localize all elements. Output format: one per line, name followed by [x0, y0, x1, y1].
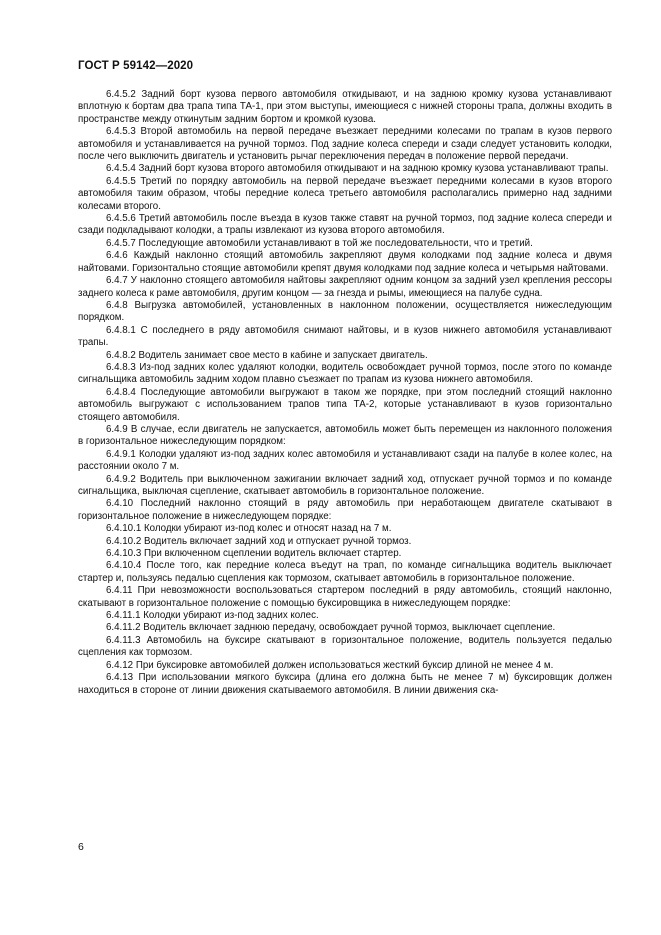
- paragraph-6-4-5-4: 6.4.5.4 Задний борт кузова второго автомобиля откидывают и на заднюю кромку кузова устанавливают трапы.: [106, 163, 609, 175]
- page-number: 6: [78, 841, 84, 853]
- paragraph-6-4-8-4: 6.4.8.4 Последующие автомобили выгружают в таком же порядке, при этом последний стоящий наклонно автомобиль выгружают с использованием трапов типа ТА-2, которые устанавливают в кузов горизонтально стоящего автомобиля.: [78, 386, 612, 423]
- paragraph-6-4-11-1: 6.4.11.1 Колодки убирают из-под задних колес.: [106, 610, 319, 622]
- paragraph-6-4-10-2: 6.4.10.2 Водитель включает задний ход и отпускает ручной тормоз.: [106, 535, 412, 547]
- paragraph-6-4-10-4: 6.4.10.4 После того, как передние колеса въедут на трап, по команде сигнальщика водитель выключает стартер и, пользуясь педалью сцепления как тормозом, скатывает автомобиль в горизонтальное положение.: [78, 560, 612, 584]
- paragraph-6-4-9-2: 6.4.9.2 Водитель при выключенном зажигании включает задний ход, отпускает ручной тормоз и по команде сигнальщика, выключая сцепление, скатывает автомобиль в горизонтальное положение.: [78, 473, 612, 497]
- paragraph-6-4-5-6: 6.4.5.6 Третий автомобиль после въезда в кузов также ставят на ручной тормоз, под задние колеса спереди и сзади подкладывают колодки, а трапы извлекают из кузова второго автомобиля.: [78, 213, 612, 237]
- paragraph-6-4-12: 6.4.12 При буксировке автомобилей должен использоваться жесткий буксир длиной не менее 4 м.: [106, 659, 554, 671]
- paragraph-6-4-11-2: 6.4.11.2 Водитель включает заднюю передачу, освобождает ручной тормоз, выключает сцепление.: [106, 622, 556, 634]
- paragraph-6-4-11: 6.4.11 При невозможности воспользоваться стартером последний в ряду автомобиль, стоящий наклонно, скатывают в горизонтальное положение с помощью буксировщика в нижеследующем порядке:: [78, 585, 612, 609]
- paragraph-6-4-10: 6.4.10 Последний наклонно стоящий в ряду автомобиль при неработающем двигателе скатывают в горизонтальное положение в нижеследующем порядке:: [78, 498, 612, 522]
- document-body: [78, 89, 612, 697]
- document-header: ГОСТ Р 59142—2020: [78, 60, 194, 72]
- paragraph-6-4-10-1: 6.4.10.1 Колодки убирают из-под колес и относят назад на 7 м.: [106, 523, 392, 535]
- paragraph-6-4-7: 6.4.7 У наклонно стоящего автомобиля найтовы закрепляют одним концом за задний узел крепления рессоры заднего колеса к раме автомобиля, другим концом — за гнезда и рымы, имеющиеся на палубе судна.: [78, 275, 612, 299]
- paragraph-6-4-11-3: 6.4.11.3 Автомобиль на буксире скатывают в горизонтальное положение, водитель пользуется педалью сцепления как тормозом.: [78, 634, 612, 659]
- paragraph-6-4-5-7: 6.4.5.7 Последующие автомобили устанавливают в той же последовательности, что и третий.: [106, 237, 533, 249]
- paragraph-6-4-10-3: 6.4.10.3 При включенном сцеплении водитель включает стартер.: [106, 548, 402, 560]
- paragraph-6-4-8-1: 6.4.8.1 С последнего в ряду автомобиля снимают найтовы, и в кузов нижнего автомобиля устанавливают трапы.: [78, 324, 612, 349]
- paragraph-6-4-8-3: 6.4.8.3 Из-под задних колес удаляют колодки, водитель освобождает ручной тормоз, после этого по команде сигнальщика автомобиль задним ходом плавно съезжает по трапам из кузова нижнего автомобиля.: [78, 361, 612, 386]
- paragraph-6-4-9: 6.4.9 В случае, если двигатель не запускается, автомобиль может быть перемещен из наклонного положения в горизонтальное нижеследующим порядком:: [78, 423, 612, 448]
- paragraph-6-4-8: 6.4.8 Выгрузка автомобилей, установленных в наклонном положении, осуществляется нижеследующим порядком.: [78, 299, 612, 324]
- paragraph-6-4-9-1: 6.4.9.1 Колодки удаляют из-под задних колес автомобиля и устанавливают сзади на палубе в колее колес, на расстоянии около 7 м.: [78, 448, 612, 473]
- paragraph-6-4-5-2: 6.4.5.2 Задний борт кузова первого автомобиля откидывают, и на заднюю кромку кузова устанавливают вплотную к бортам два трапа типа ТА-1, при этом выступы, имеющиеся с нижней стороны трапа, должны входить в пространстве между откинутым задним бортом и кромкой кузова.: [78, 89, 612, 125]
- paragraph-6-4-8-2: 6.4.8.2 Водитель занимает свое место в кабине и запускает двигатель.: [106, 349, 428, 361]
- paragraph-6-4-5-5: 6.4.5.5 Третий по порядку автомобиль на первой передаче въезжает передними колесами в кузов второго автомобиля таким образом, чтобы передние колеса третьего автомобиля располагались примерно над задними колесами второго.: [78, 175, 612, 212]
- paragraph-6-4-5-3: 6.4.5.3 Второй автомобиль на первой передаче въезжает передними колесами по трапам в кузов первого автомобиля и устанавливается на ручной тормоз. Под задние колеса спереди и сзади следует установить колодки, после чего выключить двигатель и установить рычаг переключения передач в положение первой передачи.: [78, 126, 612, 163]
- paragraph-6-4-6: 6.4.6 Каждый наклонно стоящий автомобиль закрепляют двумя колодками под задние колеса и двумя найтовами. Горизонтально стоящие автомобили крепят двумя колодками под задние колеса и четырьмя найтовами.: [78, 250, 612, 274]
- paragraph-6-4-13: 6.4.13 При использовании мягкого буксира (длина его должна быть не менее 7 м) буксировщик должен находиться в стороне от линии движения скатываемого автомобиля. В линии движения ска-: [78, 672, 612, 696]
